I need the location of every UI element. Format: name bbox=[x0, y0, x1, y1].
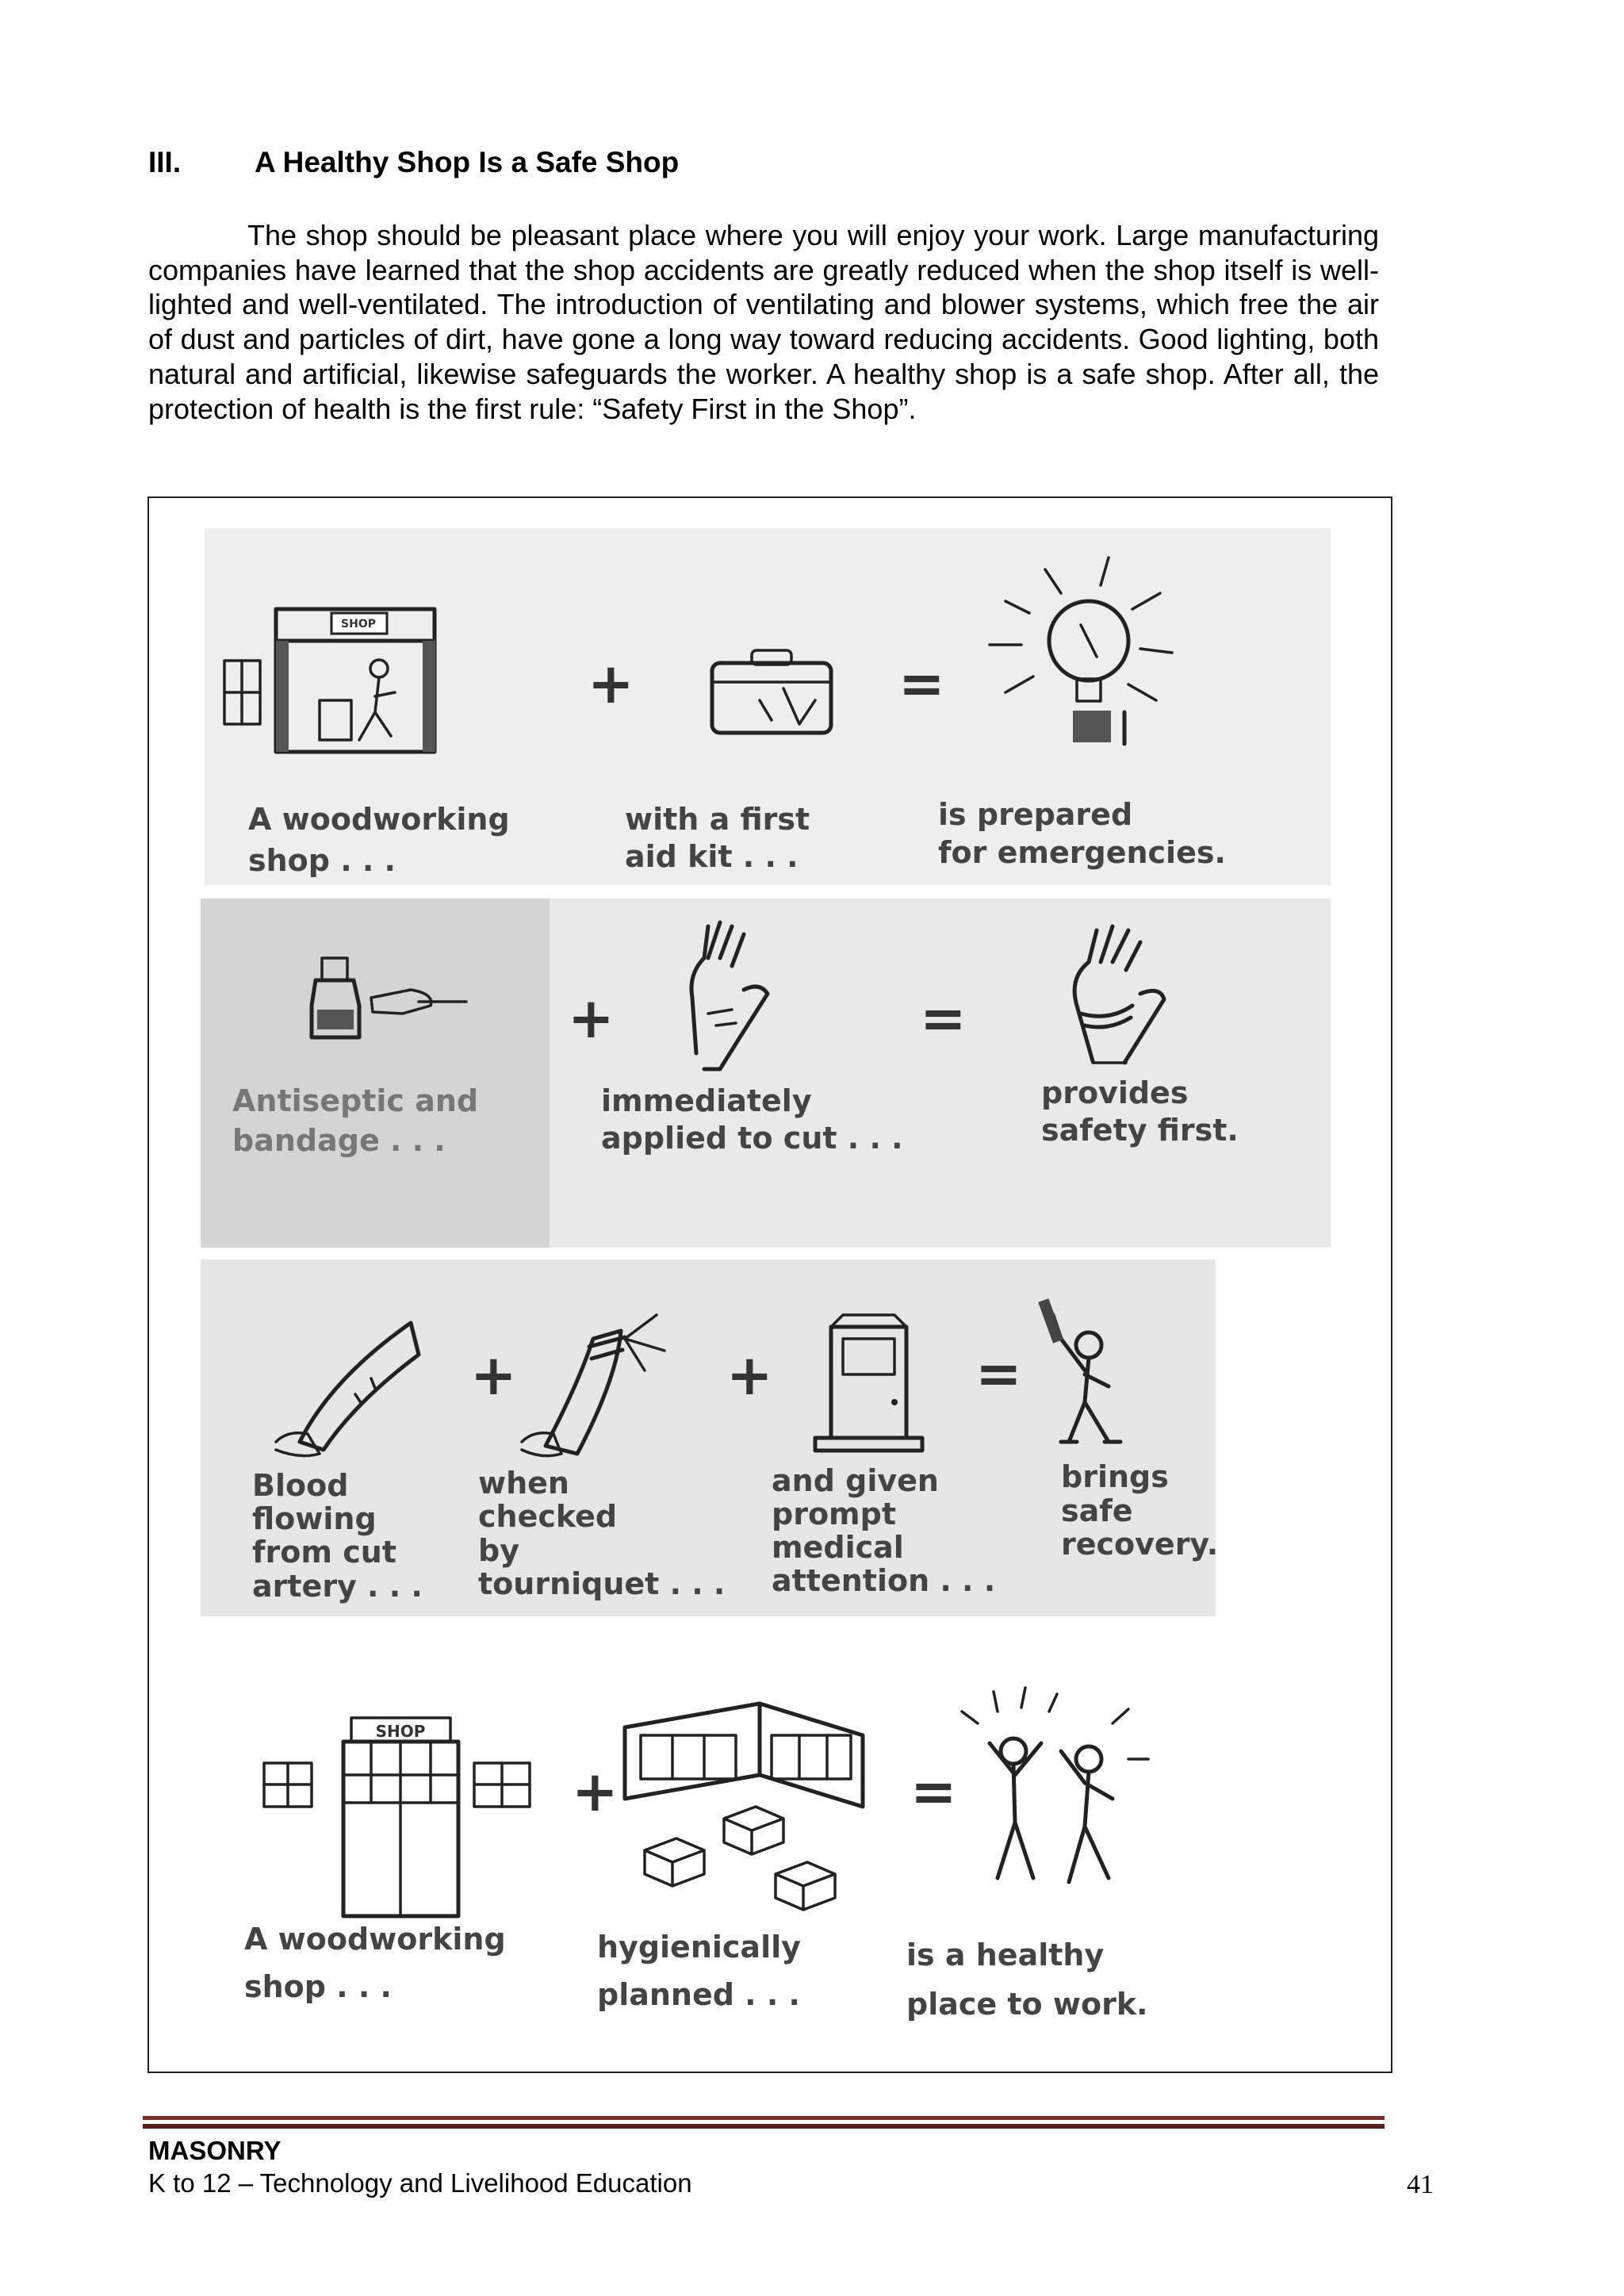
row4-equals: = bbox=[910, 1759, 957, 1824]
section-heading bbox=[148, 146, 679, 179]
footer-subtitle: K to 12 – Technology and Livelihood Education bbox=[148, 2168, 692, 2198]
row3-caption1-line2: flowing bbox=[252, 1501, 377, 1536]
row2-caption1-line2: bandage . . . bbox=[232, 1123, 446, 1158]
row3-caption3-line4: attention . . . bbox=[772, 1563, 996, 1598]
row2-background-dark bbox=[201, 899, 550, 1248]
row1-caption2-line1: with a first bbox=[625, 802, 810, 837]
row2-caption1-line1: Antiseptic and bbox=[232, 1083, 479, 1118]
row2-caption2-line2: applied to cut . . . bbox=[601, 1121, 903, 1156]
row3-caption2-line1: when bbox=[478, 1466, 569, 1501]
section-number: III. bbox=[148, 146, 182, 178]
row4-plus: + bbox=[572, 1759, 619, 1824]
row3-caption4-line1: brings bbox=[1061, 1459, 1169, 1494]
row3-caption3-line2: prompt bbox=[772, 1497, 897, 1531]
row3-plus2: + bbox=[726, 1343, 773, 1408]
row1-caption1-line1: A woodworking bbox=[248, 802, 510, 837]
footer-rule-bottom bbox=[143, 2124, 1385, 2129]
row4-caption3-line1: is a healthy bbox=[906, 1938, 1105, 1972]
row3-caption4-line2: safe bbox=[1061, 1493, 1133, 1528]
section-title: A Healthy Shop Is a Safe Shop bbox=[255, 146, 680, 178]
row4-shop-sign: SHOP bbox=[375, 1722, 426, 1741]
row4-caption3-line2: place to work. bbox=[906, 1987, 1148, 2022]
row3-caption1-line1: Blood bbox=[252, 1468, 349, 1503]
row3-caption1-line4: artery . . . bbox=[252, 1569, 423, 1604]
footer-title: MASONRY bbox=[148, 2136, 282, 2165]
page-number: 41 bbox=[1407, 2170, 1434, 2199]
safety-illustration bbox=[147, 496, 1392, 2073]
row2-background bbox=[550, 899, 1331, 1248]
illustration-canvas bbox=[149, 498, 1391, 2072]
hygienic-workshop-room-icon bbox=[625, 1704, 863, 1910]
row1-caption1-line2: shop . . . bbox=[248, 843, 396, 878]
row4-caption2-line2: planned . . . bbox=[597, 1977, 800, 2012]
row3-plus1: + bbox=[470, 1343, 517, 1408]
row3-caption2-line2: checked bbox=[478, 1499, 618, 1534]
row3-caption1-line3: from cut bbox=[252, 1535, 396, 1570]
row2-equals: = bbox=[920, 986, 967, 1051]
row3-caption2-line4: tourniquet . . . bbox=[478, 1566, 726, 1601]
row1-shop-sign: SHOP bbox=[341, 618, 376, 631]
row3-caption3-line1: and given bbox=[772, 1463, 939, 1498]
row3-caption2-line3: by bbox=[478, 1533, 519, 1568]
row4-caption1-line1: A woodworking bbox=[244, 1922, 506, 1957]
footer-rule-top bbox=[143, 2116, 1385, 2120]
row2-caption3-line2: safety first. bbox=[1041, 1113, 1239, 1148]
row2-plus: + bbox=[568, 986, 615, 1051]
shop-building-icon bbox=[264, 1718, 530, 1916]
row3-caption4-line3: recovery. bbox=[1061, 1527, 1219, 1562]
row4-caption1-line2: shop . . . bbox=[244, 1969, 392, 2004]
row2-caption2-line1: immediately bbox=[601, 1083, 812, 1118]
body-paragraph: The shop should be pleasant place where you will enjoy your work. Large manufacturing companies have learned that the shop accidents are greatly reduced when the shop itself is well-lighted and well-ventilated. The introduction of ventilating and blower systems, which free the air of dust and particles of dirt, have gone a long way toward reducing accidents. Good lighting, both natural and artificial, likewise safeguards the worker. A healthy shop is a safe shop. After all, the protection of health is the first rule: “Safety First in the Shop”. bbox=[148, 219, 1379, 425]
row2-caption3-line1: provides bbox=[1041, 1075, 1189, 1110]
row1-equals: = bbox=[898, 651, 945, 716]
row1-caption3-line1: is prepared bbox=[938, 797, 1133, 832]
row3-caption3-line3: medical bbox=[772, 1530, 904, 1565]
happy-workers-icon bbox=[962, 1688, 1148, 1882]
row1-caption3-line2: for emergencies. bbox=[938, 835, 1226, 870]
row1-caption2-line2: aid kit . . . bbox=[625, 839, 799, 874]
row3-equals: = bbox=[975, 1341, 1022, 1406]
row1-plus: + bbox=[588, 651, 634, 716]
row4-caption2-line1: hygienically bbox=[597, 1930, 801, 1964]
